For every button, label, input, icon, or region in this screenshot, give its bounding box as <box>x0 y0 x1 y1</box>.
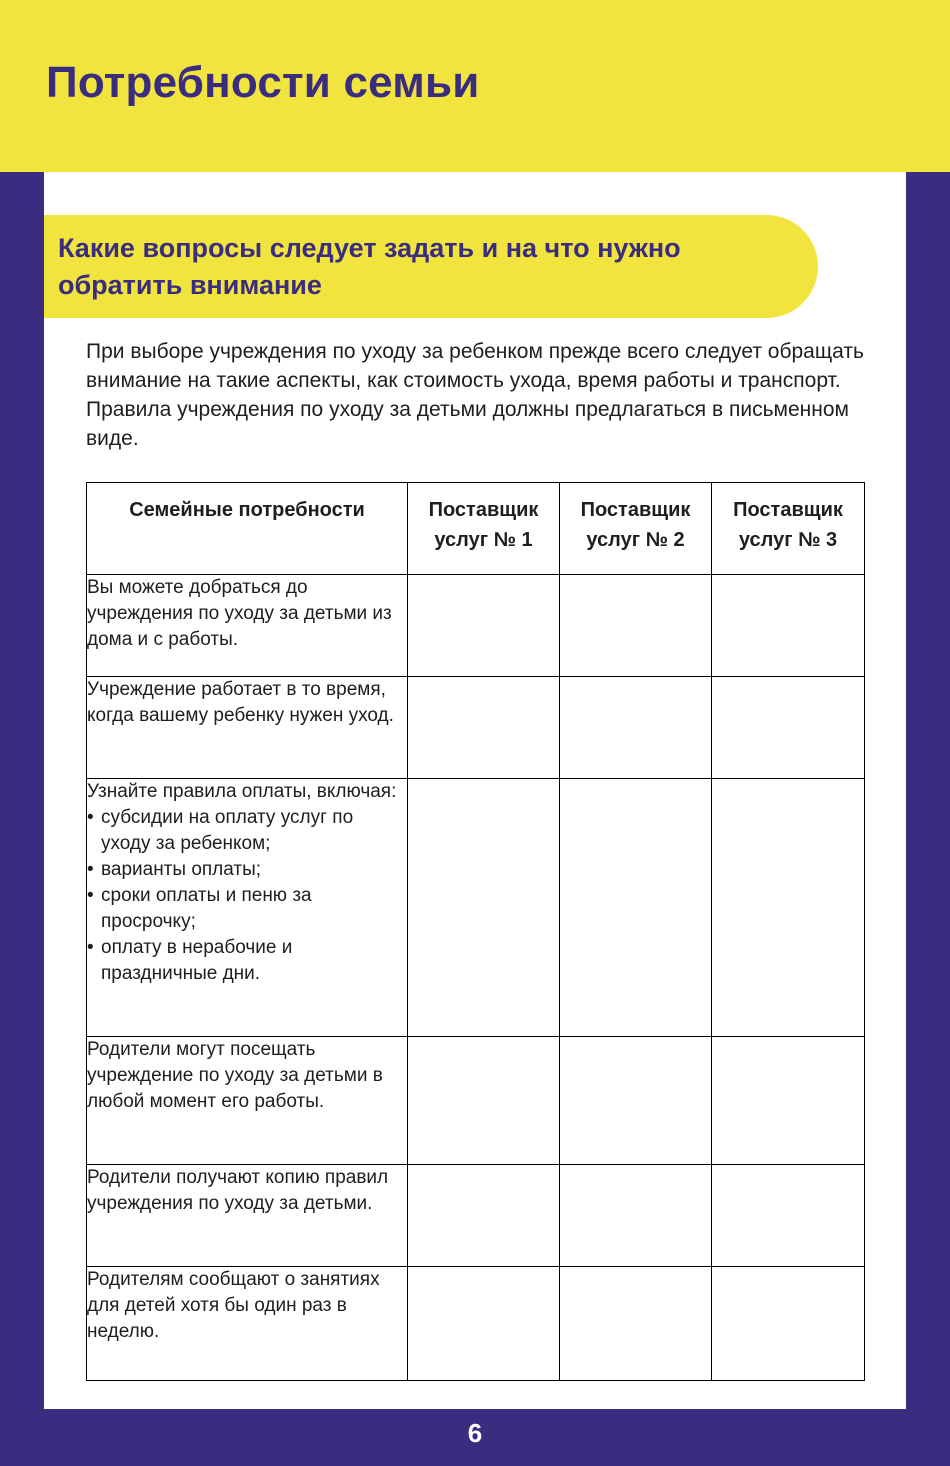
provider-3-cell[interactable] <box>712 1037 865 1165</box>
header-provider-3: Поставщик услуг № 3 <box>712 483 865 575</box>
provider-3-cell[interactable] <box>712 779 865 1037</box>
provider-1-cell[interactable] <box>408 677 560 779</box>
provider-1-cell[interactable] <box>408 1165 560 1267</box>
provider-1-cell[interactable] <box>408 1037 560 1165</box>
page-title: Потребности семьи <box>46 58 480 107</box>
page-number: 6 <box>467 1418 483 1448</box>
provider-3-cell[interactable] <box>712 677 865 779</box>
need-cell: Родители получают копию правил учреждения по уходу за детьми. <box>87 1165 408 1267</box>
bullet-item: • варианты оплаты; <box>87 857 407 883</box>
provider-3-cell[interactable] <box>712 575 865 677</box>
payment-intro: Узнайте правила оплаты, включая: <box>87 781 397 802</box>
bullet-item: • субсидии на оплату услуг по уходу за ребенком; <box>87 805 407 857</box>
intro-paragraph: При выборе учреждения по уходу за ребенком прежде всего следует обращать внимание на такие аспекты, как стоимость ухода, время работы и транспорт. Правила учреждения по уходу за детьми должны предлагаться в письменном виде. <box>86 340 864 450</box>
provider-2-cell[interactable] <box>560 575 712 677</box>
provider-1-cell[interactable] <box>408 779 560 1037</box>
header-provider-1: Поставщик услуг № 1 <box>408 483 560 575</box>
bullet-item: • сроки оплаты и пеню за просрочку; <box>87 883 407 935</box>
need-cell: Учреждение работает в то время, когда вашему ребенку нужен уход. <box>87 677 408 779</box>
provider-2-cell[interactable] <box>560 1037 712 1165</box>
table-row <box>87 779 865 1037</box>
need-cell: Вы можете добраться до учреждения по уходу за детьми из дома и с работы. <box>87 575 408 677</box>
table-row <box>87 1267 865 1381</box>
needs-table <box>86 482 865 1381</box>
payment-bullet-list <box>87 805 407 987</box>
header-family-needs: Семейные потребности <box>87 483 408 575</box>
table-row <box>87 1037 865 1165</box>
bullet-item: • оплату в нерабочие и праздничные дни. <box>87 935 407 987</box>
section-heading: Какие вопросы следует задать и на что нужно обратить внимание <box>58 233 681 300</box>
provider-3-cell[interactable] <box>712 1165 865 1267</box>
provider-2-cell[interactable] <box>560 1267 712 1381</box>
provider-2-cell[interactable] <box>560 677 712 779</box>
table-header-row <box>87 483 865 575</box>
provider-2-cell[interactable] <box>560 1165 712 1267</box>
provider-1-cell[interactable] <box>408 1267 560 1381</box>
need-cell: Родителям сообщают о занятиях для детей хотя бы один раз в неделю. <box>87 1267 408 1381</box>
provider-1-cell[interactable] <box>408 575 560 677</box>
need-cell-payment <box>87 779 408 1037</box>
provider-3-cell[interactable] <box>712 1267 865 1381</box>
provider-2-cell[interactable] <box>560 779 712 1037</box>
table-row <box>87 575 865 677</box>
table-row <box>87 1165 865 1267</box>
need-cell: Родители могут посещать учреждение по уходу за детьми в любой момент его работы. <box>87 1037 408 1165</box>
table-row <box>87 677 865 779</box>
header-provider-2: Поставщик услуг № 2 <box>560 483 712 575</box>
